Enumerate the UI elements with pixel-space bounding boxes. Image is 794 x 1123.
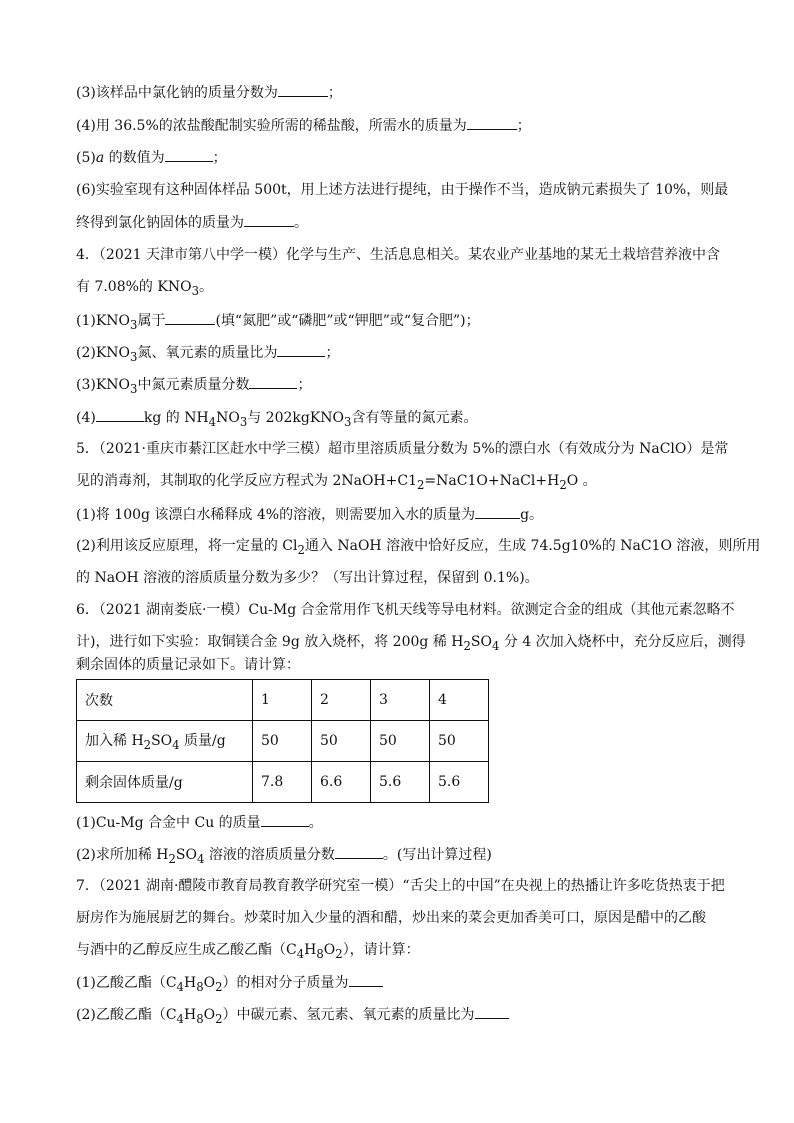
question-3-3 bbox=[76, 82, 342, 103]
text: (3)该样品中氯化钠的质量分数为 bbox=[76, 85, 278, 101]
text: (1)乙酸乙酯（C bbox=[76, 975, 177, 991]
text: 计)，进行如下实验：取铜镁合金 9g 放入烧杯，将 200g 稀 H bbox=[76, 634, 464, 650]
subscript: 8 bbox=[316, 946, 324, 961]
table-cell: 50 bbox=[253, 721, 312, 762]
text: 与 202kgKNO bbox=[247, 410, 345, 426]
subscript: 3 bbox=[191, 283, 199, 298]
question-4-2 bbox=[76, 342, 339, 367]
table-cell: 50 bbox=[371, 721, 430, 762]
subscript: 2 bbox=[417, 477, 425, 492]
question-3-4 bbox=[76, 115, 531, 136]
question-3-5 bbox=[76, 147, 227, 168]
answer-blank[interactable] bbox=[278, 82, 328, 97]
table-cell: 6.6 bbox=[312, 762, 371, 803]
subscript: 8 bbox=[196, 979, 204, 994]
text: 。 bbox=[294, 215, 308, 231]
question-6-stem bbox=[76, 600, 735, 620]
text: (1)将 100g 该漂白水稀释成 4%的溶液，则需要加入水的质量为 bbox=[76, 507, 476, 523]
question-5-2-cont bbox=[76, 568, 539, 588]
answer-blank[interactable] bbox=[349, 972, 383, 987]
question-5-2 bbox=[76, 536, 760, 560]
subscript: 4 bbox=[176, 1011, 184, 1026]
experiment-table bbox=[76, 679, 489, 803]
subscript: 4 bbox=[296, 946, 305, 961]
question-7-stem bbox=[76, 876, 725, 896]
text: SO bbox=[470, 634, 492, 650]
text: 通入 NaOH 溶液中恰好反应，生成 74.5g10%的 NaC1O 溶液，则所用 bbox=[304, 538, 761, 554]
table-cell bbox=[77, 721, 253, 762]
text: (1)Cu-Mg 合金中 Cu 的质量 bbox=[76, 815, 261, 831]
text: H bbox=[304, 942, 317, 958]
question-5-1 bbox=[76, 504, 543, 525]
text: g。 bbox=[520, 507, 544, 523]
text: ； bbox=[297, 377, 312, 393]
text: H bbox=[183, 1007, 197, 1023]
answer-blank[interactable] bbox=[277, 342, 325, 357]
subscript: 3 bbox=[130, 381, 138, 396]
text: 6．（2021 湖南娄底·一模）Cu-Mg 合金常用作飞机天线等导电材料。欲测定合金的组成（其他元素忽略不 bbox=[76, 602, 735, 618]
table-cell: 4 bbox=[430, 680, 489, 721]
subscript: 4 bbox=[176, 979, 184, 994]
text: (2)利用该反应原理，将一定量的 Cl bbox=[76, 538, 298, 554]
text: 见的消毒剂，其制取的化学反应方程式为 2NaOH+C1 bbox=[76, 473, 417, 489]
text: 4．（2021 天津市第八中学一模）化学与生产、生活息息相关。某农业产业基地的某无土栽培营养液中含 bbox=[76, 247, 720, 263]
text: (1)KNO bbox=[76, 313, 131, 329]
text: ； bbox=[516, 118, 531, 134]
text: ； bbox=[325, 345, 340, 361]
subscript: 2 bbox=[143, 737, 152, 752]
subscript: 2 bbox=[215, 1011, 223, 1026]
text: (5) bbox=[76, 150, 96, 166]
text: 含有等量的氮元素。 bbox=[351, 410, 478, 426]
text: 的 NaOH 溶液的溶质质量分数为多少？（写出计算过程，保留到 0.1%)。 bbox=[76, 570, 539, 586]
text: SO bbox=[175, 847, 197, 863]
text: (4) bbox=[76, 410, 96, 426]
question-4-4 bbox=[76, 407, 477, 432]
text: O bbox=[203, 1007, 216, 1023]
table-row bbox=[77, 721, 489, 762]
text: ），请计算： bbox=[342, 942, 420, 958]
answer-blank[interactable] bbox=[165, 310, 215, 325]
variable-a: a bbox=[95, 150, 105, 166]
text: 7．（2021 湖南·醴陵市教育局教育教学研究室一模）“舌尖上的中国”在央视上的热播让许多吃货热衷于把 bbox=[76, 878, 725, 894]
table-cell: 剩余固体质量/g bbox=[77, 762, 253, 803]
table-cell: 2 bbox=[312, 680, 371, 721]
subscript: 4 bbox=[491, 638, 500, 653]
text: 。 bbox=[308, 815, 323, 831]
question-4-1 bbox=[76, 310, 480, 335]
text: kg 的 NH bbox=[143, 410, 209, 426]
question-6-1 bbox=[76, 812, 323, 833]
question-6-2 bbox=[76, 844, 492, 869]
question-3-6-cont bbox=[76, 212, 308, 233]
text: (2)KNO bbox=[76, 345, 131, 361]
table-cell: 3 bbox=[371, 680, 430, 721]
text: 。 bbox=[198, 279, 213, 295]
subscript: 4 bbox=[197, 851, 205, 866]
text: (6)实验室现有这种固体样品 500t，用上述方法进行提纯，由于操作不当，造成钠元素损失了 10%，则最 bbox=[76, 182, 729, 198]
table-cell: 50 bbox=[312, 721, 371, 762]
subscript: 4 bbox=[172, 737, 180, 752]
subscript: 3 bbox=[239, 414, 248, 429]
table-cell: 5.6 bbox=[371, 762, 430, 803]
text: (3)KNO bbox=[76, 377, 131, 393]
text: (填“氮肥”或“磷肥”或“钾肥”或“复合肥”)； bbox=[215, 313, 480, 329]
answer-blank[interactable] bbox=[475, 1004, 509, 1019]
table-header-row bbox=[77, 680, 489, 721]
answer-blank[interactable] bbox=[475, 504, 520, 519]
text: 质量/g bbox=[179, 733, 226, 750]
subscript: 3 bbox=[130, 349, 138, 364]
text: ； bbox=[212, 150, 227, 166]
text: ）的相对分子质量为 bbox=[222, 975, 349, 991]
text: 氮、氧元素的质量比为 bbox=[137, 345, 278, 361]
question-4-stem-cont bbox=[76, 277, 213, 301]
text: 属于 bbox=[137, 313, 166, 329]
question-5-stem bbox=[76, 439, 728, 459]
text: 溶液的溶质质量分数 bbox=[204, 847, 335, 863]
text: 5．（2021·重庆市綦江区赶水中学三模）超市里溶质质量分数为 5%的漂白水（有效成分为 NaClO）是常 bbox=[76, 441, 729, 457]
text: 中氮元素质量分数 bbox=[137, 377, 250, 393]
text: 加入稀 H bbox=[85, 733, 144, 750]
text: ）中碳元素、氢元素、氧元素的质量比为 bbox=[222, 1007, 475, 1023]
question-6-stem-cont bbox=[76, 632, 746, 656]
text: 有 7.08%的 KNO bbox=[76, 279, 192, 295]
subscript: 2 bbox=[559, 477, 567, 492]
subscript: 2 bbox=[215, 979, 223, 994]
question-3-6 bbox=[76, 180, 728, 200]
text: (2)乙酸乙酯（C bbox=[76, 1007, 177, 1023]
table-cell: 7.8 bbox=[253, 762, 312, 803]
subscript: 2 bbox=[297, 542, 305, 557]
text: ； bbox=[327, 85, 342, 101]
text: 与酒中的乙醇反应生成乙酸乙酯（C bbox=[76, 942, 297, 958]
subscript: 2 bbox=[168, 851, 176, 866]
text: O 。 bbox=[566, 473, 597, 489]
question-7-2 bbox=[76, 1004, 509, 1029]
table-row bbox=[77, 762, 489, 803]
question-6-stem-cont2 bbox=[76, 655, 300, 675]
question-5-stem-cont bbox=[76, 471, 597, 495]
table-cell: 次数 bbox=[77, 680, 253, 721]
question-7-1 bbox=[76, 972, 383, 997]
text: 厨房作为施展厨艺的舞台。炒菜时加入少量的酒和醋，炒出来的菜会更加香美可口，原因是醋中的乙酸 bbox=[76, 910, 706, 926]
text: SO bbox=[151, 733, 173, 750]
text: (2)求所加稀 H bbox=[76, 847, 169, 863]
table-cell: 1 bbox=[253, 680, 312, 721]
text: 终得到氯化钠固体的质量为 bbox=[76, 215, 244, 231]
text: =NaC1O+NaCl+H bbox=[424, 473, 560, 489]
question-4-stem bbox=[76, 245, 720, 265]
table-cell: 50 bbox=[430, 721, 489, 762]
question-7-stem-cont bbox=[76, 908, 706, 928]
answer-blank[interactable] bbox=[249, 374, 297, 389]
subscript: 4 bbox=[208, 414, 217, 429]
answer-blank[interactable] bbox=[96, 407, 144, 422]
table-cell: 5.6 bbox=[430, 762, 489, 803]
text: O bbox=[323, 942, 336, 958]
subscript: 2 bbox=[335, 946, 343, 961]
answer-blank[interactable] bbox=[244, 212, 294, 227]
answer-blank[interactable] bbox=[261, 812, 309, 827]
text: 剩余固体的质量记录如下。请计算： bbox=[76, 657, 300, 673]
text: 的数值为 bbox=[104, 150, 165, 166]
text: 分 4 次加入烧杯中，充分反应后，测得 bbox=[499, 634, 746, 650]
answer-blank[interactable] bbox=[165, 147, 213, 162]
text: NO bbox=[216, 410, 240, 426]
question-4-3 bbox=[76, 374, 311, 399]
subscript: 3 bbox=[130, 317, 138, 332]
text: O bbox=[203, 975, 216, 991]
text: 。(写出计算过程) bbox=[382, 847, 492, 863]
subscript: 8 bbox=[196, 1011, 204, 1026]
answer-blank[interactable] bbox=[467, 115, 517, 130]
text: H bbox=[183, 975, 197, 991]
question-7-stem-cont2 bbox=[76, 940, 420, 964]
subscript: 2 bbox=[463, 638, 471, 653]
subscript: 3 bbox=[344, 414, 352, 429]
answer-blank[interactable] bbox=[335, 844, 383, 859]
text: (4)用 36.5%的浓盐酸配制实验所需的稀盐酸，所需水的质量为 bbox=[76, 118, 467, 134]
